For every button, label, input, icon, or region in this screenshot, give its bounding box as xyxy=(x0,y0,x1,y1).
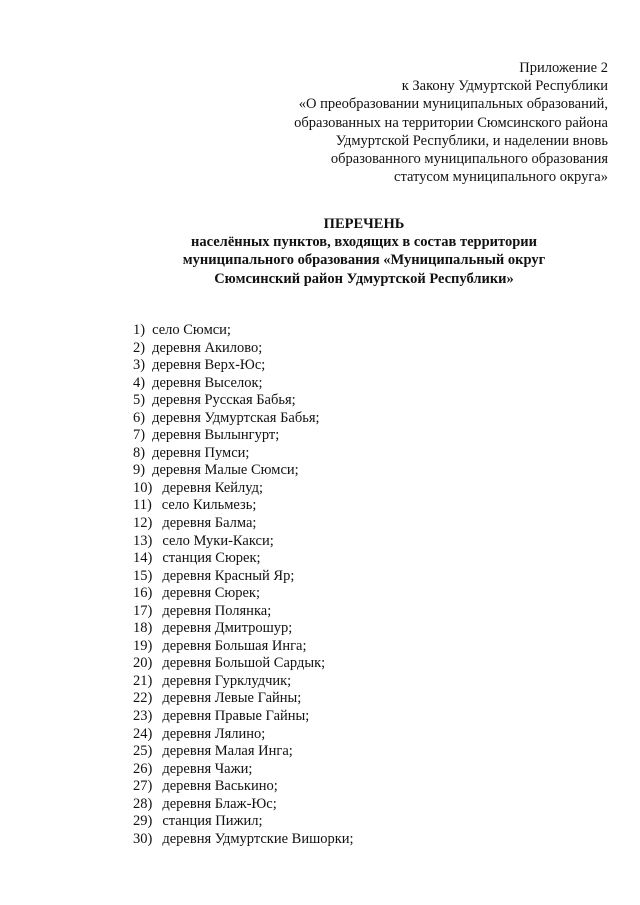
list-item-number: 12) xyxy=(133,515,153,532)
list-item-name: деревня Гурклудчик; xyxy=(162,672,292,689)
list-item-name: деревня Блаж-Юс; xyxy=(162,795,277,812)
list-item xyxy=(133,568,354,586)
list-item xyxy=(133,550,354,568)
list-item-number: 27) xyxy=(133,778,153,795)
list-item xyxy=(133,322,354,340)
list-item-name: деревня Балма; xyxy=(162,515,257,532)
list-item-number: 10) xyxy=(133,479,153,496)
list-item-name: деревня Русская Бабья; xyxy=(152,392,296,409)
list-item-name: деревня Малые Сюмси; xyxy=(152,462,299,479)
list-item-number: 20) xyxy=(133,655,153,672)
list-item-number: 8) xyxy=(133,444,146,461)
list-item-number: 29) xyxy=(133,813,153,830)
list-item xyxy=(133,480,354,498)
list-item-number: 17) xyxy=(133,602,153,619)
list-item xyxy=(133,515,354,533)
list-item-number: 16) xyxy=(133,585,153,602)
list-item-name: деревня Выселок; xyxy=(152,374,263,391)
list-item-name: село Сюмси; xyxy=(152,322,231,338)
list-item-number: 22) xyxy=(133,690,153,707)
list-item-name: деревня Васькино; xyxy=(162,778,278,795)
list-item xyxy=(133,813,354,831)
list-item-number: 30) xyxy=(133,830,153,847)
appendix-line: Удмуртской Республики, и наделении вновь xyxy=(335,132,608,149)
appendix-block xyxy=(294,59,608,186)
list-item xyxy=(133,445,354,463)
document-heading xyxy=(0,215,640,288)
list-item-number: 15) xyxy=(133,567,153,584)
list-item-name: село Муки-Какси; xyxy=(162,532,274,549)
list-item xyxy=(133,655,354,673)
list-item-name: деревня Кейлуд; xyxy=(162,479,264,496)
appendix-line: к Закону Удмуртской Республики xyxy=(401,78,608,95)
settlement-list xyxy=(133,322,354,848)
list-item xyxy=(133,375,354,393)
list-item-number: 14) xyxy=(133,550,153,567)
list-item xyxy=(133,778,354,796)
appendix-line: образованных на территории Сюмсинского района xyxy=(294,114,608,131)
list-item xyxy=(133,585,354,603)
list-item-number: 21) xyxy=(133,672,153,689)
document-subtitle-line: Сюмсинский район Удмуртской Республики» xyxy=(214,270,514,287)
list-item xyxy=(133,357,354,375)
list-item-name: деревня Чажи; xyxy=(162,760,253,777)
list-item xyxy=(133,497,354,515)
list-item-name: деревня Большой Сардык; xyxy=(162,655,326,672)
list-item-name: деревня Дмитрошур; xyxy=(162,620,293,637)
list-item xyxy=(133,603,354,621)
list-item xyxy=(133,726,354,744)
list-item xyxy=(133,690,354,708)
list-item-number: 19) xyxy=(133,637,153,654)
appendix-line: образованного муниципального образования xyxy=(330,151,608,168)
list-item-name: деревня Красный Яр; xyxy=(162,567,295,584)
list-item-name: деревня Большая Инга; xyxy=(162,637,307,654)
list-item-number: 5) xyxy=(133,392,146,409)
document-title: ПЕРЕЧЕНЬ xyxy=(323,216,405,232)
appendix-line: «О преобразовании муниципальных образований, xyxy=(298,96,608,113)
list-item-name: деревня Пумси; xyxy=(152,444,250,461)
list-item-name: деревня Верх-Юс; xyxy=(152,357,266,374)
list-item xyxy=(133,410,354,428)
list-item-number: 13) xyxy=(133,532,153,549)
list-item-name: деревня Малая Инга; xyxy=(162,743,293,760)
list-item-number: 7) xyxy=(133,427,146,444)
list-item-number: 11) xyxy=(133,497,152,514)
appendix-line: Приложение 2 xyxy=(519,60,608,76)
list-item xyxy=(133,638,354,656)
list-item-number: 28) xyxy=(133,795,153,812)
list-item-name: деревня Удмуртские Вишорки; xyxy=(162,830,354,847)
appendix-line: статусом муниципального округа» xyxy=(394,169,608,186)
list-item-name: село Кильмезь; xyxy=(161,497,257,514)
list-item-number: 9) xyxy=(133,462,146,479)
list-item-name: деревня Левые Гайны; xyxy=(162,690,302,707)
list-item-name: станция Пижил; xyxy=(162,813,263,830)
list-item xyxy=(133,708,354,726)
list-item-number: 4) xyxy=(133,374,146,391)
list-item-number: 3) xyxy=(133,357,146,374)
list-item-name: деревня Правые Гайны; xyxy=(162,708,310,725)
list-item xyxy=(133,462,354,480)
list-item xyxy=(133,831,354,849)
document-subtitle-line: муниципального образования «Муниципальный округ xyxy=(182,252,546,269)
list-item xyxy=(133,533,354,551)
list-item-number: 26) xyxy=(133,760,153,777)
list-item-number: 18) xyxy=(133,620,153,637)
list-item xyxy=(133,620,354,638)
list-item-name: станция Сюрек; xyxy=(162,550,261,567)
list-item-name: деревня Удмуртская Бабья; xyxy=(152,409,320,426)
list-item xyxy=(133,340,354,358)
list-item-number: 2) xyxy=(133,339,146,356)
list-item-name: деревня Лялино; xyxy=(162,725,266,742)
list-item-number: 24) xyxy=(133,725,153,742)
list-item xyxy=(133,743,354,761)
list-item xyxy=(133,673,354,691)
list-item-name: деревня Вылынгурт; xyxy=(152,427,280,444)
list-item-number: 6) xyxy=(133,409,146,426)
list-item xyxy=(133,427,354,445)
list-item xyxy=(133,392,354,410)
document-subtitle-line: населённых пунктов, входящих в состав территории xyxy=(191,234,537,251)
list-item-name: деревня Сюрек; xyxy=(162,585,261,602)
list-item xyxy=(133,796,354,814)
list-item-name: деревня Полянка; xyxy=(162,602,272,619)
list-item xyxy=(133,761,354,779)
list-item-number: 23) xyxy=(133,708,153,725)
list-item-number: 25) xyxy=(133,743,153,760)
list-item-number: 1) xyxy=(133,322,146,338)
list-item-name: деревня Акилово; xyxy=(152,339,263,356)
